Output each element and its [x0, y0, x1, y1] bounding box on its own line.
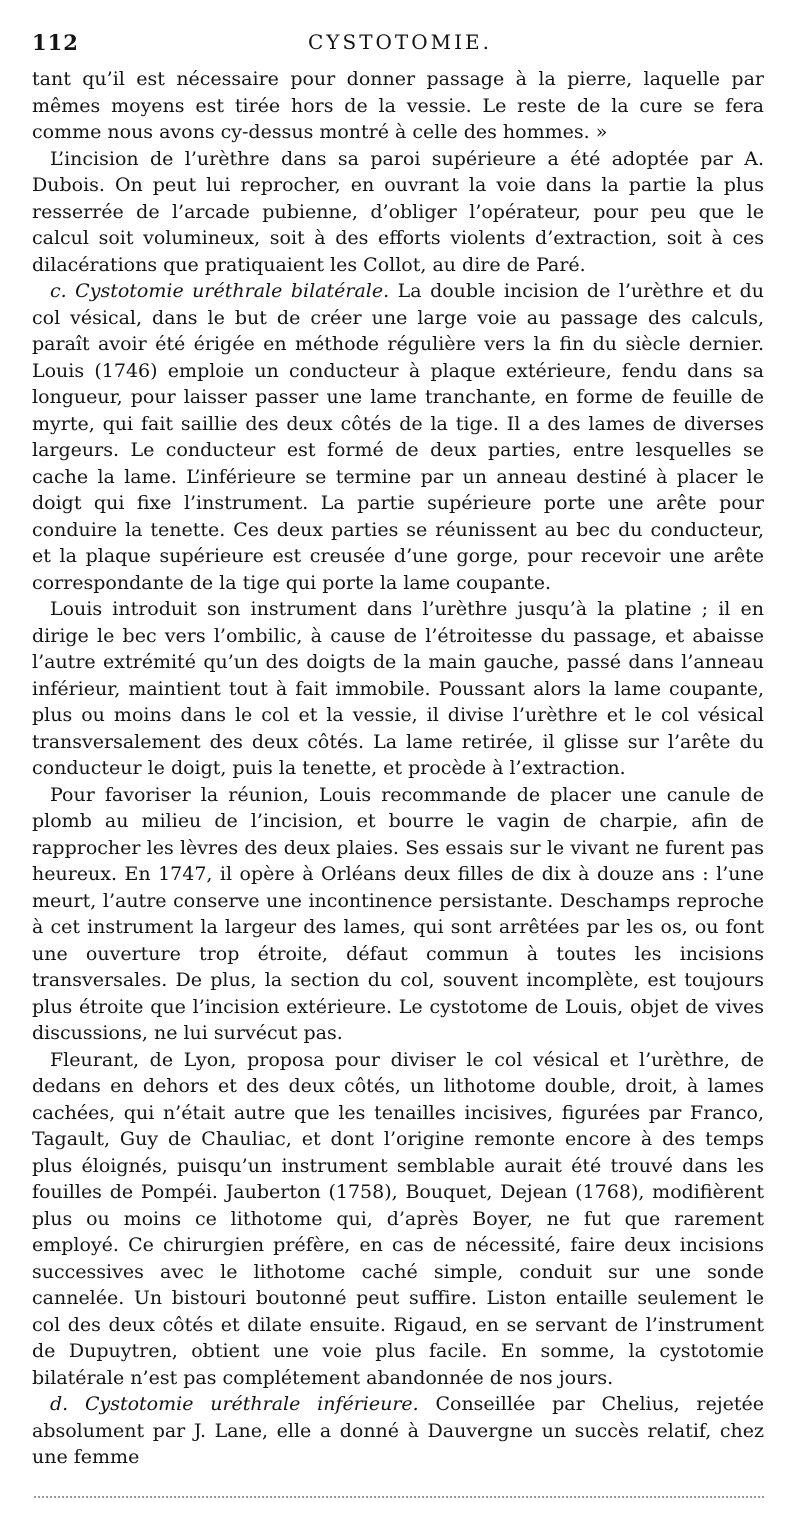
- paragraph-text: La double incision de l’urèthre et du col vésical, dans le but de créer une large voie au passage des calculs, paraît avoir été érigée en méthode régulière vers la fin du siècle dernier. Louis (1746) emploie un conducteur à plaque extérieure, fendu dans sa longueur, pour laisser passer une lame tranchante, en forme de feuille de myrte, qui fait saillie des deux côtés de la tige. Il a des lames de diverses largeurs. Le conducteur est formé de deux parties, entre lesquelles se cache la lame. L’inférieure se termine par un anneau destiné à placer le doigt qui fixe l’instrument. La partie supérieure porte une arête pour conduire la tenette. Ces deux parties se réunissent au bec du conducteur, et la plaque supérieure est creusée d’une gorge, pour recevoir une arête correspondante de la tige qui porte la lame coupante.: [32, 280, 764, 594]
- paragraph: [32, 146, 764, 279]
- paragraph-text: L’incision de l’urèthre dans sa paroi supérieure a été adoptée par A. Dubois. On peut lui reprocher, en ouvrant la voie dans la partie la plus resserrée de l’arcade pubienne, d’obliger l’opérateur, pour peu que le calcul soit volumineux, soit à des efforts violents d’extraction, soit à ces dilacérations que pratiquaient les Collot, au dire de Paré.: [32, 147, 764, 276]
- body-text: [32, 66, 764, 1471]
- bottom-divider: [34, 1496, 764, 1498]
- paragraph: [32, 596, 764, 782]
- paragraph-text: Conseillée par Chelius, rejetée absolument par J. Lane, elle a donné à Dauvergne un succès relatif, chez une femme: [32, 1393, 764, 1468]
- section-heading: c. Cystotomie uréthrale bilatérale.: [50, 280, 390, 302]
- page-number: 112: [32, 30, 79, 55]
- paragraph: [32, 782, 764, 1047]
- paragraph-text: Pour favoriser la réunion, Louis recommande de placer une canule de plomb au milieu de l’incision, et bourre le vagin de charpie, afin de rapprocher les lèvres des deux plaies. Ses essais sur le vivant ne furent pas heureux. En 1747, il opère à Orléans deux filles de dix à douze ans : l’une meurt, l’autre conserve une incontinence persistante. Deschamps reproche à cet instrument la largeur des lames, qui sont arrêtées par les os, ou font une ouverture trop étroite, défaut commun à toutes les incisions transversales. De plus, la section du col, souvent incomplète, est toujours plus étroite que l’incision extérieure. Le cystotome de Louis, objet de vives discussions, ne lui survécut pas.: [32, 783, 764, 1044]
- page-header: [32, 30, 768, 60]
- section-heading: d. Cystotomie uréthrale inférieure.: [50, 1393, 419, 1415]
- paragraph-text: Fleurant, de Lyon, proposa pour diviser le col vésical et l’urèthre, de dedans en dehors et des deux côtés, un lithotome double, droit, à lames cachées, qui n’était autre que les tenailles incisives, figurées par Franco, Tagault, Guy de Chauliac, et dont l’origine remonte encore à des temps plus éloignés, puisqu’un instrument semblable aurait été trouvé dans les fouilles de Pompéi. Jauberton (1758), Bouquet, Dejean (1768), modifièrent plus ou moins ce lithotome qui, d’après Boyer, ne fut que rarement employé. Ce chirurgien préfère, en cas de nécessité, faire deux incisions successives avec le lithotome caché simple, conduit sur une sonde cannelée. Un bistouri boutonné peut suffire. Liston entaille seulement le col des deux côtés et dilate ensuite. Rigaud, en se servant de l’instrument de Dupuytren, obtient une voie plus facile. En somme, la cystotomie bilatérale n’est pas complétement abandonnée de nos jours.: [32, 1048, 764, 1389]
- paragraph: [32, 66, 764, 146]
- running-title: CYSTOTOMIE.: [307, 30, 492, 54]
- section-paragraph: [32, 278, 764, 596]
- paragraph: [32, 1047, 764, 1392]
- paragraph-text: tant qu’il est nécessaire pour donner passage à la pierre, laquelle par mêmes moyens est tirée hors de la vessie. Le reste de la cure se fera comme nous avons cy-dessus montré à celle des hommes. »: [32, 68, 764, 143]
- paragraph-text: Louis introduit son instrument dans l’urèthre jusqu’à la platine ; il en dirige le bec vers l’ombilic, à cause de l’étroitesse du passage, et abaisse l’autre extrémité qu’un des doigts de la main gauche, passé dans l’anneau inférieur, maintient tout à fait immobile. Poussant alors la lame coupante, plus ou moins dans le col et la vessie, il divise l’urèthre et le col vésical transversalement des deux côtés. La lame retirée, il glisse sur l’arête du conducteur le doigt, puis la tenette, et procède à l’extraction.: [32, 598, 764, 779]
- section-paragraph: [32, 1391, 764, 1471]
